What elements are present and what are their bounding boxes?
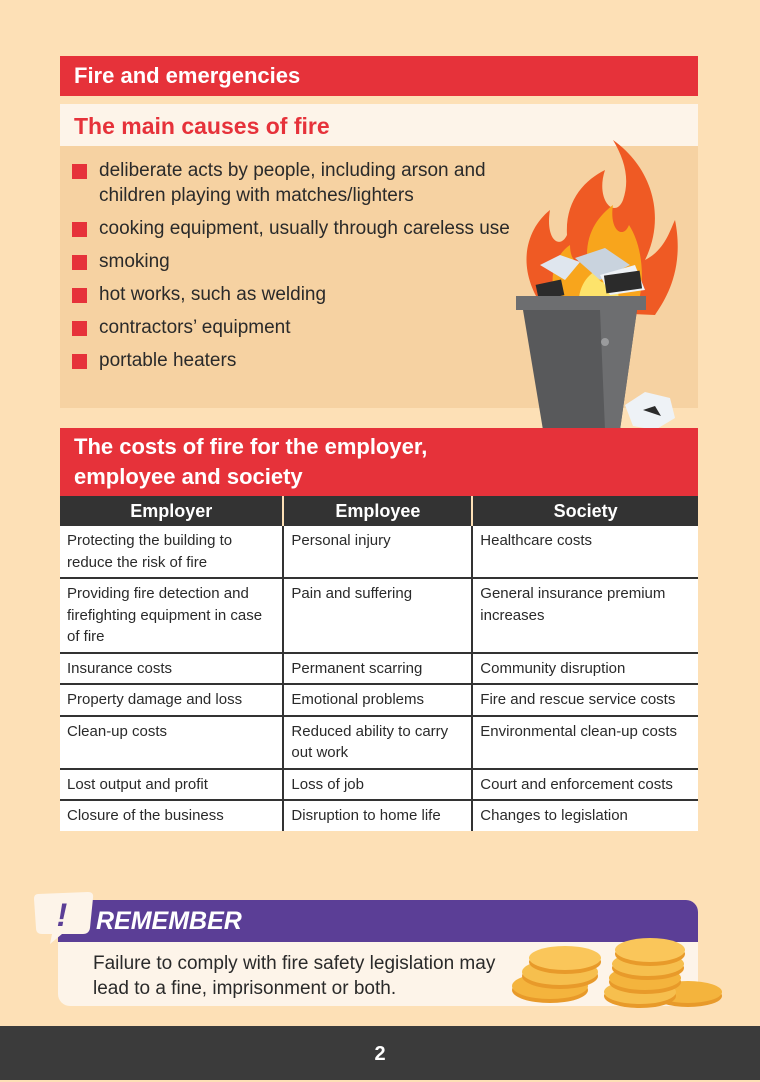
table-cell: Healthcare costs xyxy=(472,526,698,578)
column-header-society: Society xyxy=(472,496,698,526)
bullet-square-icon xyxy=(72,164,87,179)
table-cell: Providing fire detection and firefighting equipment in case of fire xyxy=(60,578,283,653)
table-cell: Disruption to home life xyxy=(283,800,472,831)
remember-title: REMEMBER xyxy=(96,907,242,935)
table-row xyxy=(60,769,698,801)
table-cell: Reduced ability to carry out work xyxy=(283,716,472,769)
table-cell: Court and enforcement costs xyxy=(472,769,698,801)
costs-heading: The costs of fire for the employer, employee and society xyxy=(60,428,698,496)
svg-text:!: ! xyxy=(56,897,68,933)
costs-table xyxy=(60,496,698,831)
causes-title: The main causes of fire xyxy=(60,104,698,146)
table-cell: General insurance premium increases xyxy=(472,578,698,653)
exclamation-icon xyxy=(32,890,96,944)
coins-icon xyxy=(510,930,725,1010)
list-item: deliberate acts by people, including arson and children playing with matches/lighters xyxy=(72,158,512,208)
column-header-employer: Employer xyxy=(60,496,283,526)
table-cell: Clean-up costs xyxy=(60,716,283,769)
list-item: smoking xyxy=(72,249,512,274)
page-footer xyxy=(0,1026,760,1080)
table-row xyxy=(60,653,698,685)
table-cell: Permanent scarring xyxy=(283,653,472,685)
list-item: hot works, such as welding xyxy=(72,282,512,307)
list-item: portable heaters xyxy=(72,348,512,373)
table-row xyxy=(60,578,698,653)
table-cell: Protecting the building to reduce the risk of fire xyxy=(67,532,233,571)
table-cell: Fire and rescue service costs xyxy=(472,684,698,716)
remember-text: Failure to comply with fire safety legislation may lead to a fine, imprisonment or both. xyxy=(93,953,496,999)
table-cell: Changes to legislation xyxy=(472,800,698,831)
table-cell: Closure of the business xyxy=(60,800,283,831)
table-cell: Pain and suffering xyxy=(283,578,472,653)
table-cell: Environmental clean-up costs xyxy=(472,716,698,769)
column-header-employee: Employee xyxy=(283,496,472,526)
causes-list xyxy=(72,158,512,381)
table-cell: Personal injury xyxy=(283,526,472,578)
table-cell: Emotional problems xyxy=(283,684,472,716)
bullet-square-icon xyxy=(72,354,87,369)
table-cell: Property damage and loss xyxy=(60,684,283,716)
page-number: 2 xyxy=(374,1043,386,1065)
list-item: cooking equipment, usually through careless use xyxy=(72,216,512,241)
table-cell: Community disruption xyxy=(472,653,698,685)
bullet-square-icon xyxy=(72,288,87,303)
table-row xyxy=(60,684,698,716)
table-row xyxy=(60,716,698,769)
table-cell: Lost output and profit xyxy=(60,769,283,801)
list-item: contractors’ equipment xyxy=(72,315,512,340)
bullet-square-icon xyxy=(72,222,87,237)
table-cell: Insurance costs xyxy=(60,653,283,685)
table-cell: Loss of job xyxy=(283,769,472,801)
table-row xyxy=(60,800,698,831)
bullet-square-icon xyxy=(72,255,87,270)
table-header-row xyxy=(60,496,698,526)
table-row xyxy=(60,526,698,578)
section-title: Fire and emergencies xyxy=(60,56,698,96)
burning-bin-icon xyxy=(505,140,695,440)
bullet-square-icon xyxy=(72,321,87,336)
